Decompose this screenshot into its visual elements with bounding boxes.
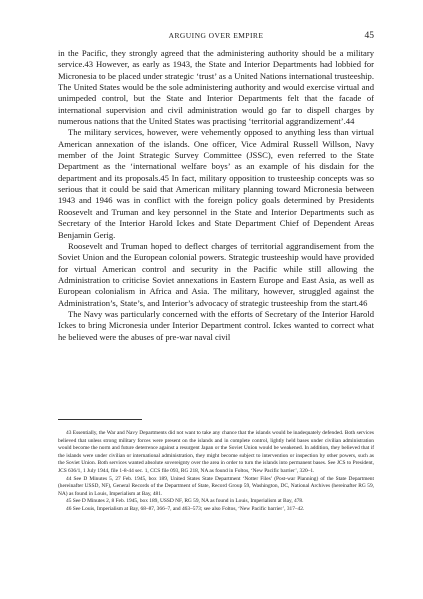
- page-number: 45: [364, 31, 374, 41]
- footnote: 43 Essentially, the War and Navy Departments did not want to take any chance that the islands would be inadequately defended. Both services believed that unless strong military forces were present on the islands and in complete control, lightly held bases under civilian administration would become the norm and future deterrence against a resurgent Japan or the Soviet Union would be weakened. In addition, they believed that if the islands were under civilian or international administration, they might become subject to intervention or inspection by other powers, such as the Soviet Union. Both services wanted absolute sovereignty over the area in order to turn the islands into permanent bases. See JCS to President, JCS 636/1, 1 July 1944, file 1-8-44 sec. 1, CCS file 093, RG 218, NA as found in Foltos, ‘New Pacific barrier’, 320–1.: [58, 430, 374, 474]
- running-title: ARGUING OVER EMPIRE: [168, 31, 264, 40]
- paragraph: The Navy was particularly concerned with the efforts of Secretary of the Interior Harold Ickes to bring Micronesia under Interior Department control. Ickes wanted to correct what he believed were the abuses of pre-war naval civil: [58, 308, 374, 342]
- paragraph: The military services, however, were vehemently opposed to anything less than virtual American annexation of the islands. One officer, Vice Admiral Russell Willson, Navy member of the Joint Strategic Survey Committee (JSSC), even referred to the State Department as the ‘international welfare boys’ as an example of his disdain for the department and its proposals.45 In fact, military opposition to trusteeship concepts was so serious that it could be said that American military planning toward Micronesia between 1943 and 1946 was in conflict with the foreign policy goals determined by Presidents Roosevelt and Truman and key personnel in the State and Interior Departments such as Secretary of the Interior Harold Ickes and State Department Chief of Dependent Areas Benjamin Gerig.: [58, 127, 374, 240]
- footnote: 46 See Louis, Imperialism at Bay, 68–87, 366–7, and 463–573; see also Foltos, ‘New Pacific barrier’, 317–42.: [66, 505, 305, 512]
- body-text: [58, 48, 374, 343]
- paragraph: Roosevelt and Truman hoped to deflect charges of territorial aggrandisement from the Soviet Union and the European colonial powers. Strategic trusteeship would have provided for virtual American control and security in the Pacific while still allowing the Administration to criticise Soviet annexations in Eastern Europe and East Asia, as well as European colonialism in Africa and Asia. The military, however, struggled against the Administration’s, State’s, and Interior’s advocacy of strategic trusteeship from the start.46: [58, 240, 374, 308]
- footnote-rule: [58, 419, 142, 420]
- footnote: 45 See D Minutes 2, 8 Feb. 1945, box 189, USSD NF, RG 59, NA as found in Louis, Imperialism at Bay, 478.: [66, 498, 304, 505]
- paragraph: in the Pacific, they strongly agreed that the administering authority should be a military service.43 However, as early as 1943, the State and Interior Departments had lobbied for Micronesia to be placed under strategic ‘trust’ as a United Nations international trusteeship. The United States would be the sole administering authority and would exercise virtual and unimpeded control, but the State and Interior Departments felt that the facade of international supervision and civil administration would go far to dispell charges by numerous nations that the United States was practising ‘territorial aggrandizement’.44: [58, 48, 374, 127]
- running-head: [58, 31, 374, 41]
- footnotes: [58, 419, 374, 514]
- footnote: 44 See D Minutes 5, 27 Feb. 1945, box 189, United States State Department ‘Notter Files’ (Post-war Planning) of the State Department (hereinafter USSD, NF), General Records of the Department of State, Record Group 59, Washington, DC, National Archives (hereinafter RG 59, NA) as found in Louis, Imperialism at Bay, 481.: [58, 475, 374, 497]
